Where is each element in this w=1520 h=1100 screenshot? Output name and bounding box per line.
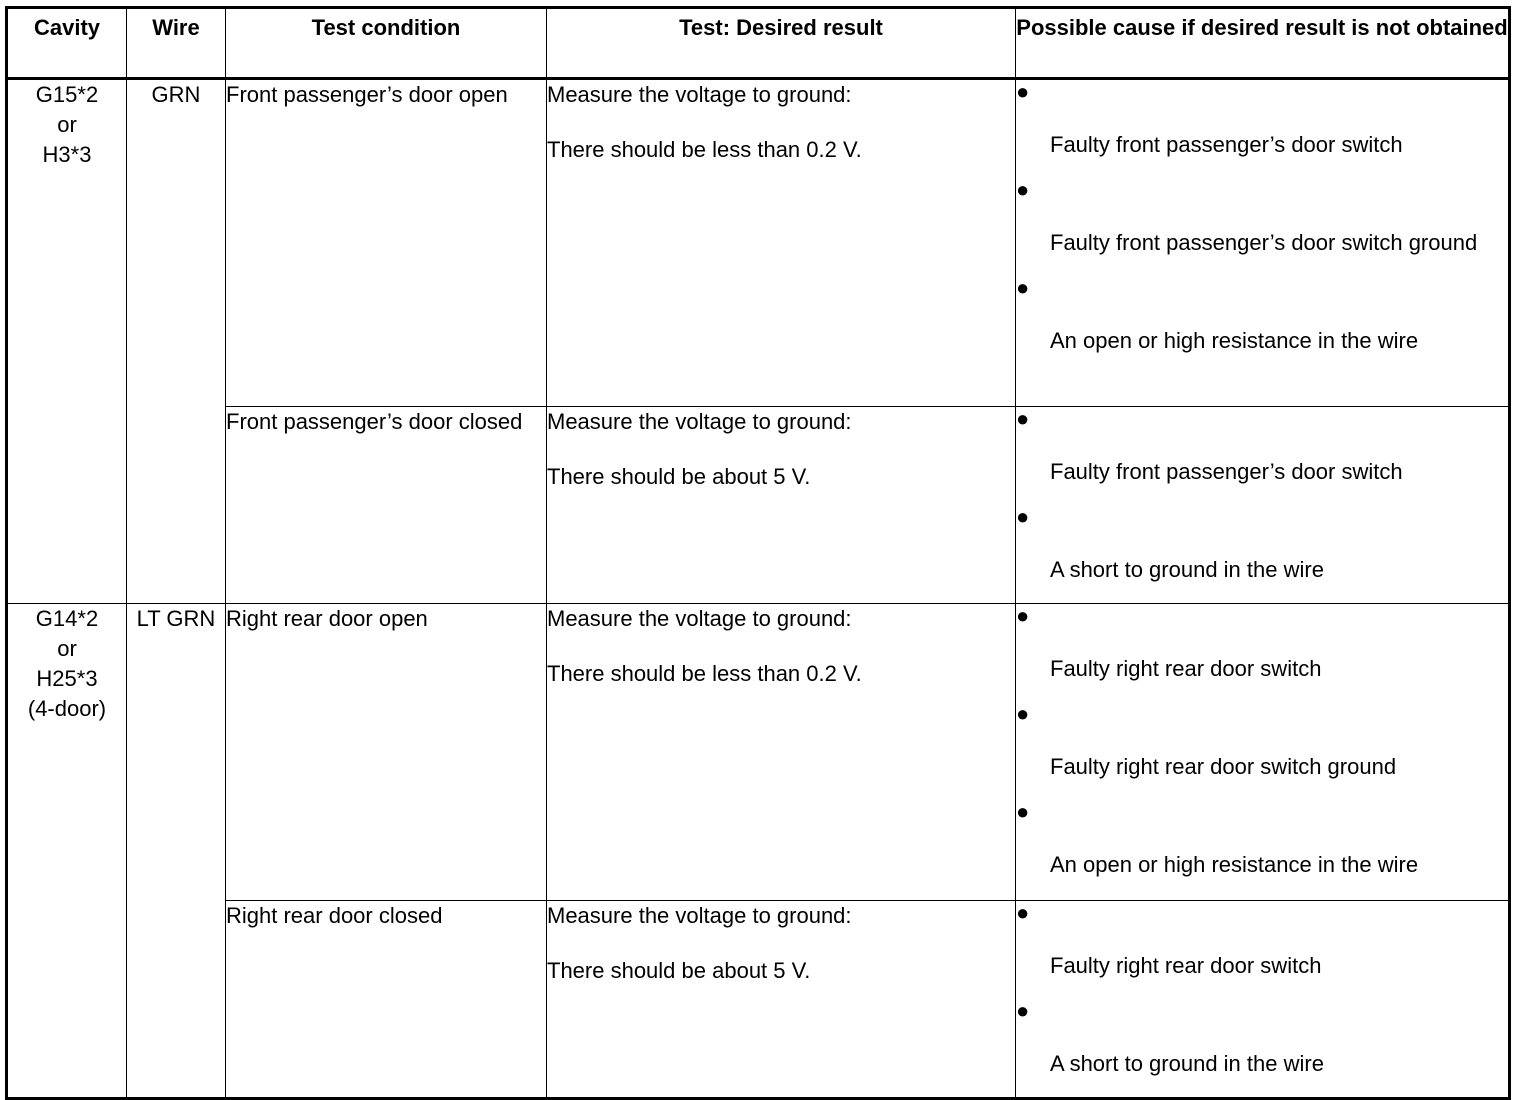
cavity-cell (7, 79, 127, 604)
cause-text: Faulty right rear door switch (1050, 953, 1322, 978)
cavity-line: G15*2 (35, 82, 99, 107)
cause-text: Faulty right rear door switch ground (1050, 754, 1397, 779)
bullet-icon: ● (1016, 177, 1030, 202)
bullet-icon: ● (1016, 799, 1030, 824)
cause-item (1016, 604, 1508, 684)
cause-item (1016, 505, 1508, 585)
test-table (5, 6, 1511, 1100)
possible-cause-cell (1016, 604, 1510, 901)
result-line: There should be less than 0.2 V. (547, 137, 862, 162)
header-row (7, 8, 1510, 79)
cause-text: Faulty front passenger’s door switch ground (1050, 230, 1478, 255)
desired-result-cell (547, 407, 1016, 604)
wire-cell: GRN (127, 79, 226, 604)
cause-text: Faulty front passenger’s door switch (1050, 459, 1403, 484)
result-line: There should be less than 0.2 V. (547, 661, 862, 686)
cause-text: A short to ground in the wire (1050, 1051, 1324, 1076)
cause-item (1016, 276, 1508, 356)
bullet-icon: ● (1016, 900, 1030, 925)
result-line: Measure the voltage to ground: (547, 606, 852, 631)
bullet-icon: ● (1016, 998, 1030, 1023)
bullet-icon: ● (1016, 504, 1030, 529)
cavity-line: H3*3 (42, 142, 92, 167)
wire-cell: LT GRN (127, 604, 226, 1099)
cause-text: An open or high resistance in the wire (1050, 328, 1419, 353)
cause-text: Faulty front passenger’s door switch (1050, 132, 1403, 157)
test-condition-cell: Right rear door open (226, 604, 547, 901)
possible-cause-cell (1016, 407, 1510, 604)
cavity-cell (7, 604, 127, 1099)
test-condition-cell: Front passenger’s door open (226, 79, 547, 407)
cause-item (1016, 800, 1508, 880)
desired-result-cell (547, 604, 1016, 901)
header-test-condition: Test condition (226, 8, 547, 79)
header-desired-result: Test: Desired result (547, 8, 1016, 79)
bullet-icon: ● (1016, 79, 1030, 104)
cavity-line: H25*3 (36, 666, 98, 691)
cavity-line: or (57, 636, 77, 661)
cause-item (1016, 999, 1508, 1079)
cavity-line: (4-door) (27, 696, 107, 721)
cause-item (1016, 901, 1508, 981)
cause-item (1016, 702, 1508, 782)
header-wire: Wire (127, 8, 226, 79)
table-row (7, 604, 1510, 901)
cause-item (1016, 407, 1508, 487)
test-condition-cell: Front passenger’s door closed (226, 407, 547, 604)
cause-text: An open or high resistance in the wire (1050, 852, 1419, 877)
desired-result-cell (547, 901, 1016, 1099)
cavity-line: or (57, 112, 77, 137)
cavity-line: G14*2 (35, 606, 99, 631)
test-condition-cell: Right rear door closed (226, 901, 547, 1099)
cause-item (1016, 178, 1508, 258)
bullet-icon: ● (1016, 603, 1030, 628)
result-line: Measure the voltage to ground: (547, 82, 852, 107)
bullet-icon: ● (1016, 701, 1030, 726)
possible-cause-cell (1016, 79, 1510, 407)
result-line: Measure the voltage to ground: (547, 409, 852, 434)
header-possible-cause: Possible cause if desired result is not obtained (1016, 8, 1510, 79)
desired-result-cell (547, 79, 1016, 407)
result-line: There should be about 5 V. (547, 464, 811, 489)
cause-item (1016, 80, 1508, 160)
cause-text: A short to ground in the wire (1050, 557, 1324, 582)
possible-cause-cell (1016, 901, 1510, 1099)
result-line: Measure the voltage to ground: (547, 903, 852, 928)
result-line: There should be about 5 V. (547, 958, 811, 983)
table-row (7, 407, 1510, 604)
bullet-icon: ● (1016, 275, 1030, 300)
table-row (7, 901, 1510, 1099)
table-row (7, 79, 1510, 407)
header-cavity: Cavity (7, 8, 127, 79)
cause-text: Faulty right rear door switch (1050, 656, 1322, 681)
bullet-icon: ● (1016, 406, 1030, 431)
